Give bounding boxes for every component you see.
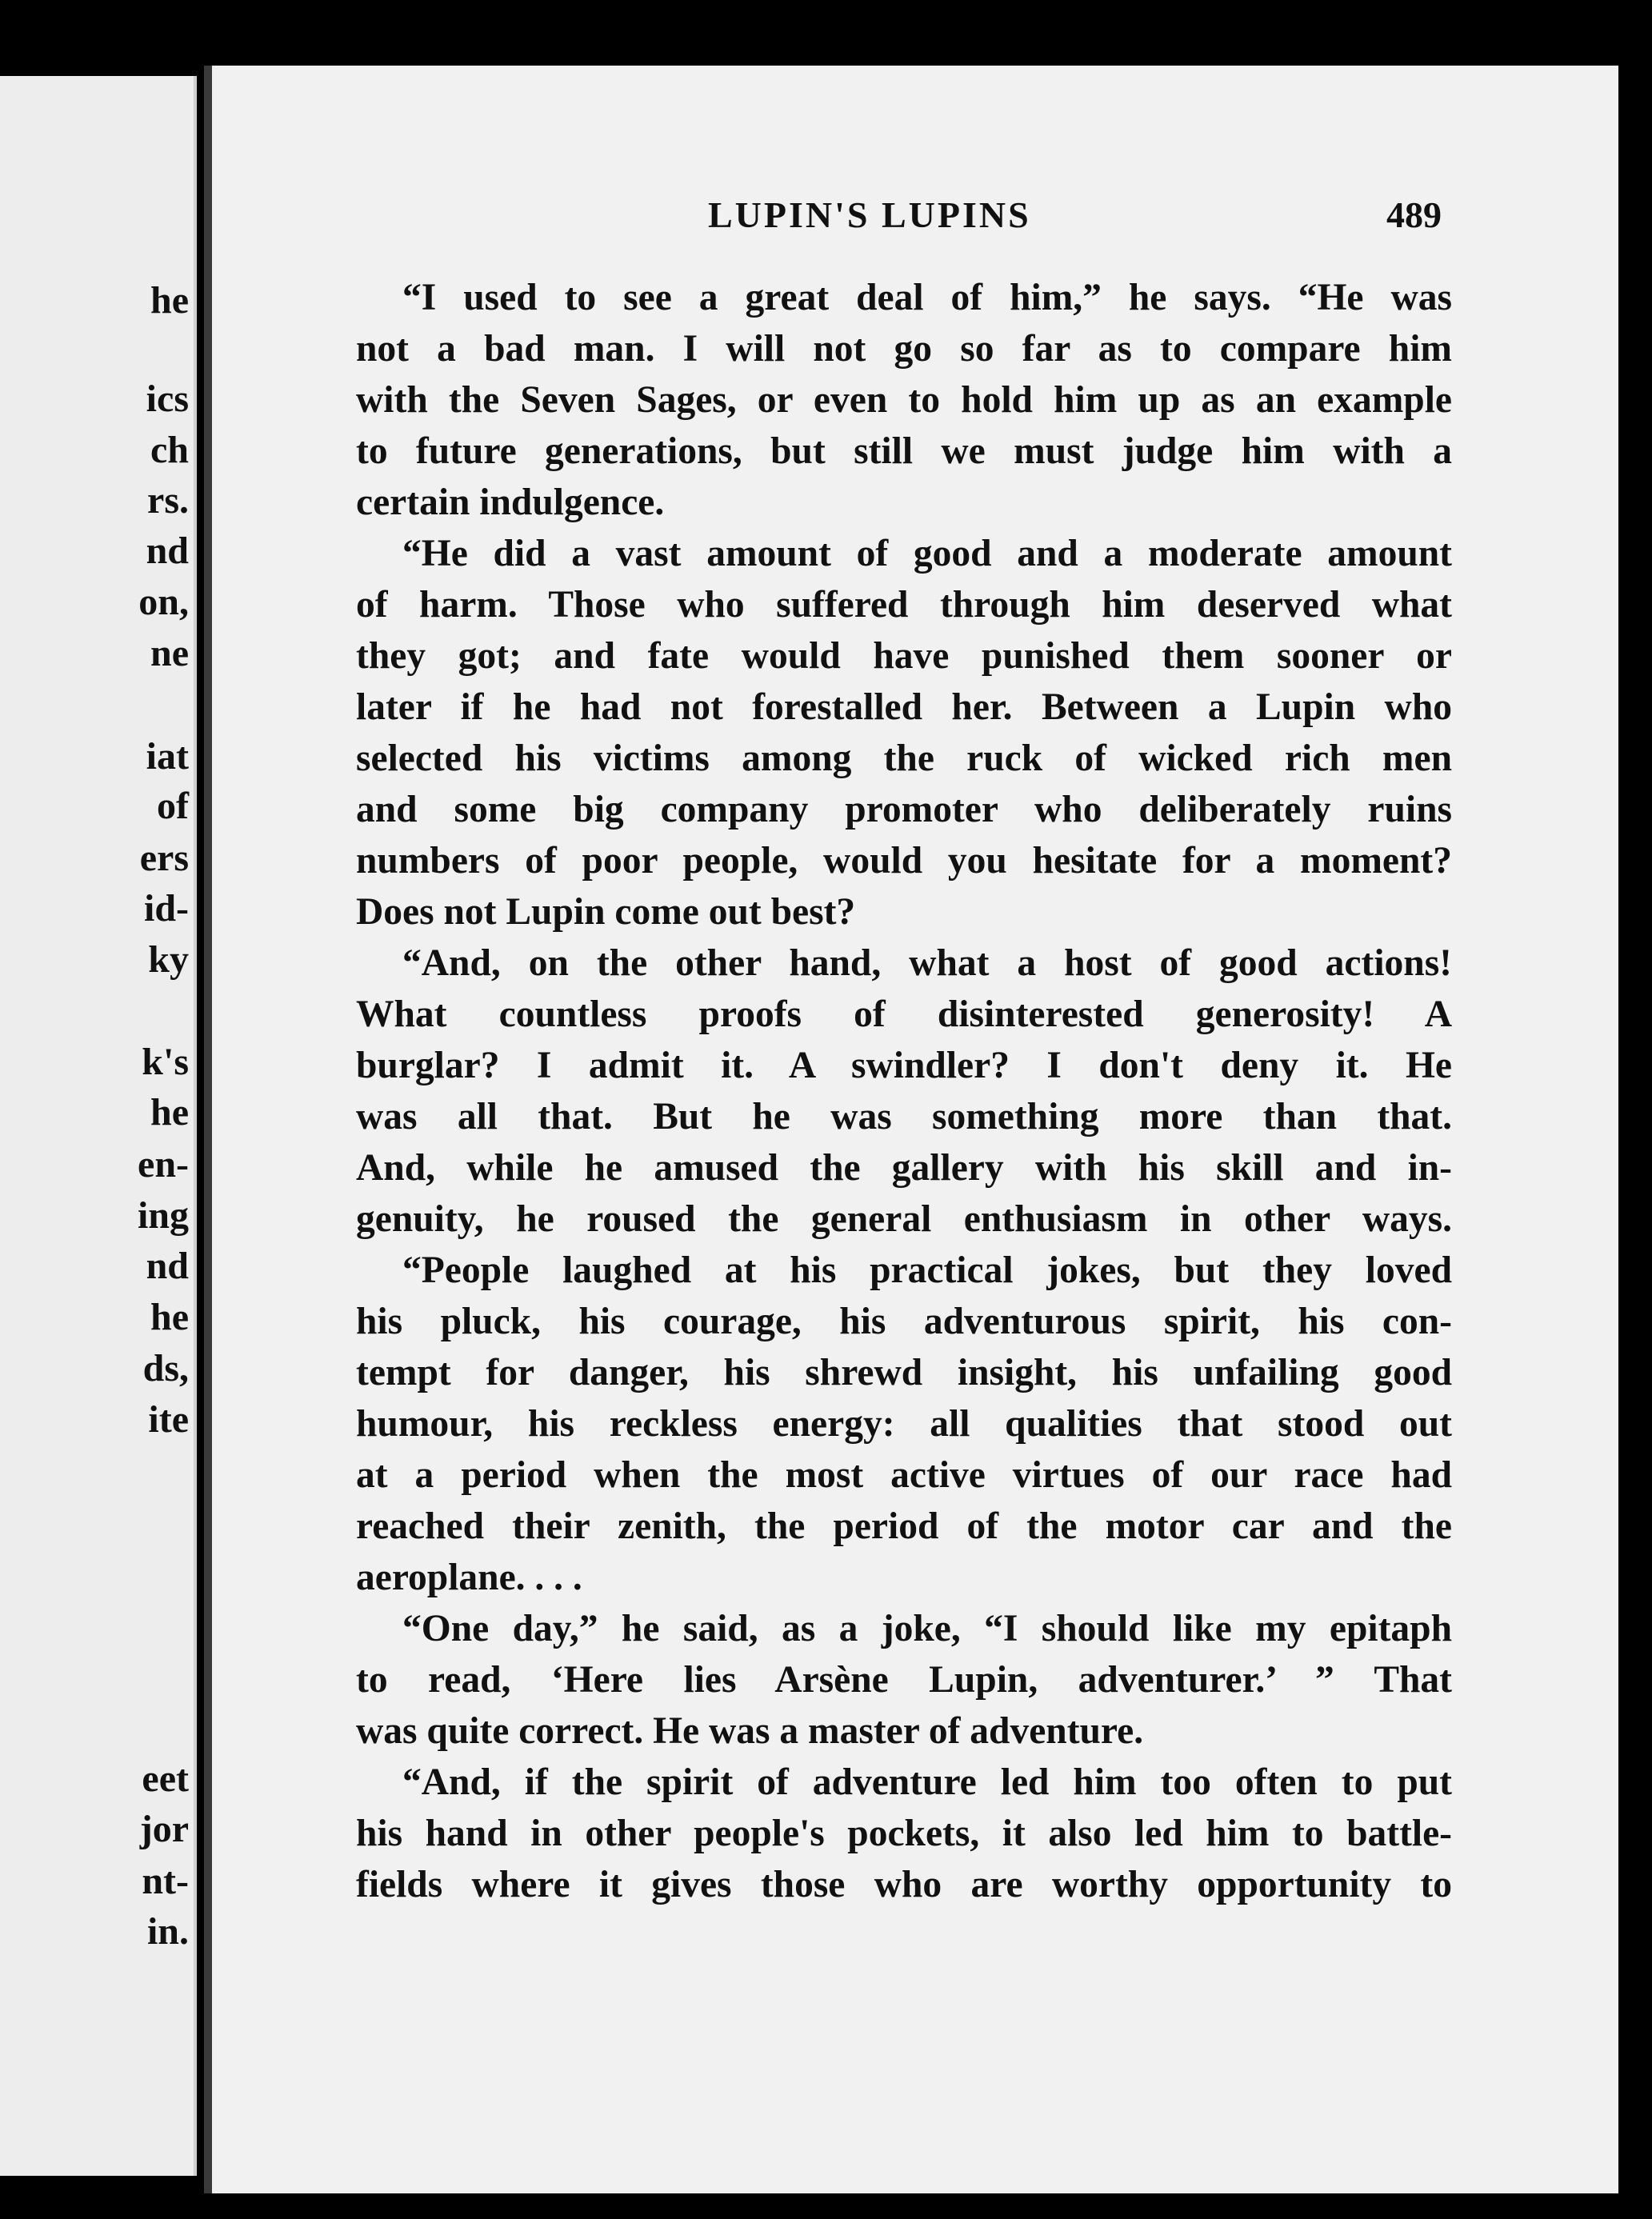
text-line: not a bad man. I will not go so far as to compare him (356, 328, 1452, 370)
running-header: LUPIN'S LUPINS (708, 194, 1031, 235)
left-margin-fragment: of (157, 785, 189, 827)
left-margin-fragment: jor (139, 1808, 189, 1850)
left-margin-fragment: id- (143, 887, 189, 930)
text-line: of harm. Those who suffered through him deserved what (356, 584, 1452, 626)
left-margin-fragment: ics (146, 378, 189, 420)
text-line: his hand in other people's pockets, it also led him to battle- (356, 1813, 1452, 1854)
text-line: “And, on the other hand, what a host of good actions! (402, 942, 1452, 984)
text-line: tempt for danger, his shrewd insight, his unfailing good (356, 1352, 1452, 1393)
left-margin-fragment: ds, (142, 1347, 189, 1389)
left-margin-fragment: ch (150, 429, 189, 471)
text-line: fields where it gives those who are worthy opportunity to (356, 1864, 1452, 1905)
text-line: they got; and fate would have punished them sooner or (356, 635, 1452, 677)
left-margin-fragment: eet (142, 1757, 189, 1800)
text-line: “People laughed at his practical jokes, but they loved (402, 1249, 1452, 1291)
left-margin-fragment: he (150, 1296, 189, 1338)
text-line: with the Seven Sages, or even to hold him up as an example (356, 379, 1452, 421)
left-margin-fragment: in. (146, 1910, 189, 1953)
text-line: genuity, he roused the general enthusiasm in other ways. (356, 1198, 1452, 1240)
text-line: later if he had not forestalled her. Between a Lupin who (356, 686, 1452, 728)
text-line: to read, ‘Here lies Arsène Lupin, adventurer.’ ” That (356, 1659, 1452, 1701)
text-line: was quite correct. He was a master of adventure. (356, 1710, 1144, 1752)
left-margin-fragment: ing (137, 1194, 189, 1237)
text-line: humour, his reckless energy: all qualities that stood out (356, 1403, 1452, 1445)
left-margin-fragment: nd (146, 530, 189, 572)
left-margin-fragment: he (150, 279, 189, 322)
left-margin-fragment: rs. (147, 479, 189, 522)
left-margin-fragment: en- (138, 1143, 189, 1185)
text-line: What countless proofs of disinterested generosity! A (356, 994, 1452, 1035)
left-margin-fragment: ite (148, 1398, 189, 1441)
text-line: reached their zenith, the period of the motor car and the (356, 1505, 1452, 1547)
text-line: numbers of poor people, would you hesitate for a moment? (356, 840, 1452, 882)
text-line: “I used to see a great deal of him,” he says. “He was (402, 277, 1452, 318)
left-margin-fragment: ers (139, 837, 189, 879)
left-margin-fragment: nd (146, 1245, 189, 1287)
text-line: was all that. But he was something more than that. (356, 1096, 1452, 1137)
text-line: aeroplane. . . . (356, 1557, 582, 1598)
text-line: to future generations, but still we must judge him with a (356, 430, 1452, 472)
page-number: 489 (1386, 194, 1442, 235)
body-text (356, 272, 1452, 1910)
text-line: “He did a vast amount of good and a moderate amount (402, 533, 1452, 574)
text-line: burglar? I admit it. A swindler? I don't deny it. He (356, 1045, 1452, 1086)
left-margin-fragment: nt- (142, 1860, 189, 1902)
left-margin-fragment: ne (150, 632, 189, 674)
text-line: his pluck, his courage, his adventurous spirit, his con- (356, 1301, 1452, 1342)
left-margin-fragment: he (150, 1091, 189, 1133)
text-line: “And, if the spirit of adventure led him too often to put (402, 1761, 1452, 1803)
left-margin-fragment: iat (146, 735, 189, 778)
text-line: “One day,” he said, as a joke, “I should like my epitaph (402, 1608, 1452, 1649)
left-margin-fragment: on, (138, 581, 189, 623)
text-line: at a period when the most active virtues of our race had (356, 1454, 1452, 1496)
left-margin-fragment: ky (148, 938, 189, 981)
previous-page-edge (0, 76, 197, 2176)
text-line: certain indulgence. (356, 482, 665, 523)
text-line: And, while he amused the gallery with his skill and in- (356, 1147, 1452, 1189)
text-line: Does not Lupin come out best? (356, 891, 856, 933)
text-line: selected his victims among the ruck of wicked rich men (356, 738, 1452, 779)
text-line: and some big company promoter who deliberately ruins (356, 789, 1452, 830)
left-margin-fragment: k's (142, 1041, 189, 1083)
